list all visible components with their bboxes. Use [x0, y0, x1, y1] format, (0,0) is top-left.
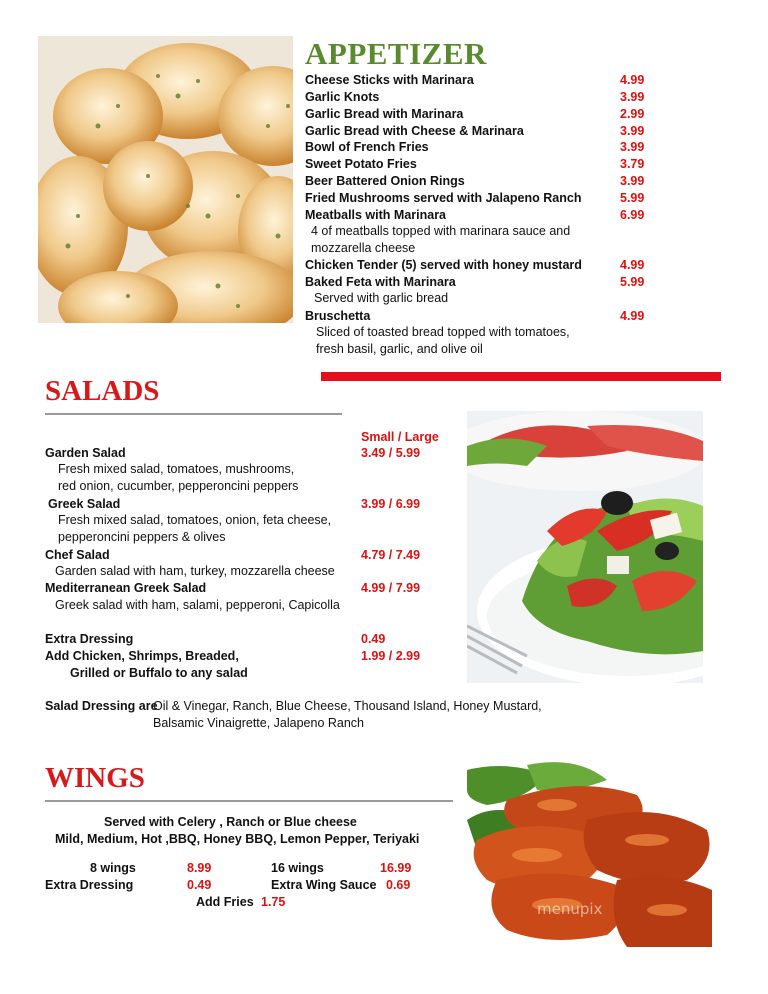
wings-8-label: 8 wings	[90, 861, 136, 875]
menu-item-name: Baked Feta with Marinara	[305, 275, 456, 289]
salads-title: SALADS	[45, 375, 160, 407]
menu-item-price: 3.49 / 5.99	[361, 446, 421, 460]
menu-item-name: Chef Salad	[45, 548, 110, 562]
menu-item-name: Mediterranean Greek Salad	[45, 581, 207, 595]
menu-item-description: pepperoncini peppers & olives	[58, 530, 226, 544]
menu-item-price: 3.99 / 6.99	[361, 497, 421, 511]
menu-item-price: 3.99	[620, 90, 645, 104]
menu-item-name: Beer Battered Onion Rings	[305, 174, 465, 188]
menu-item-price: 4.99	[620, 258, 645, 272]
wings-extra-dressing-price: 0.49	[187, 878, 212, 892]
wings-extra-sauce-label: Extra Wing Sauce	[271, 878, 377, 892]
wings-photo	[467, 760, 717, 947]
add-fries-price: 1.75	[261, 895, 286, 909]
dressings-label: Salad Dressing are	[45, 699, 158, 713]
menu-item-name: Greek Salad	[48, 497, 121, 511]
wings-extra-dressing-label: Extra Dressing	[45, 878, 134, 892]
menu-item-name: Garden Salad	[45, 446, 126, 460]
menu-item-name: Bruschetta	[305, 309, 371, 323]
menu-item-name: Garlic Bread with Cheese & Marinara	[305, 124, 524, 138]
add-fries-label: Add Fries	[196, 895, 254, 909]
menu-item-name: Fried Mushrooms served with Jalapeno Ranch	[305, 191, 582, 205]
menu-item-price: 5.99	[620, 275, 645, 289]
salad-photo	[467, 411, 703, 683]
salads-underline	[45, 413, 342, 415]
wings-underline	[45, 800, 453, 802]
add-protein-label-2: Grilled or Buffalo to any salad	[70, 666, 248, 680]
extra-dressing-label: Extra Dressing	[45, 632, 134, 646]
wings-flavors: Mild, Medium, Hot ,BBQ, Honey BBQ, Lemon Pepper, Teriyaki	[55, 832, 420, 846]
menu-item-description: Fresh mixed salad, tomatoes, mushrooms,	[58, 462, 295, 476]
wings-title: WINGS	[45, 762, 145, 794]
menu-item-description: mozzarella cheese	[311, 241, 416, 255]
menu-item-description: Sliced of toasted bread topped with tomatoes,	[316, 325, 570, 339]
garlic-knots-photo	[38, 36, 293, 323]
menu-item-description: Greek salad with ham, salami, pepperoni, Capicolla	[55, 598, 340, 612]
menu-item-description: red onion, cucumber, pepperoncini peppers	[58, 479, 299, 493]
menu-item-description: Served with garlic bread	[314, 291, 449, 305]
menu-item-price: 4.99	[620, 309, 645, 323]
wings-8-price: 8.99	[187, 861, 212, 875]
dressings-list: Oil & Vinegar, Ranch, Blue Cheese, Thousand Island, Honey Mustard,	[153, 699, 542, 713]
menu-item-price: 3.99	[620, 124, 645, 138]
dressings-list: Balsamic Vinaigrette, Jalapeno Ranch	[153, 716, 365, 730]
menu-item-price: 6.99	[620, 208, 645, 222]
wings-extra-sauce-price: 0.69	[386, 878, 411, 892]
watermark: menupix	[537, 900, 603, 918]
menu-item-name: Sweet Potato Fries	[305, 157, 417, 171]
add-protein-price: 1.99 / 2.99	[361, 649, 421, 663]
wings-16-price: 16.99	[380, 861, 412, 875]
menu-item-name: Garlic Knots	[305, 90, 380, 104]
menu-item-price: 4.99 / 7.99	[361, 581, 421, 595]
menu-item-description: Garden salad with ham, turkey, mozzarella cheese	[55, 564, 335, 578]
menu-item-price: 3.99	[620, 174, 645, 188]
menu-item-price: 4.79 / 7.49	[361, 548, 421, 562]
menu-item-description: Fresh mixed salad, tomatoes, onion, feta cheese,	[58, 513, 332, 527]
extra-dressing-price: 0.49	[361, 632, 386, 646]
menu-item-description: 4 of meatballs topped with marinara sauce and	[311, 224, 571, 238]
menu-item-price: 4.99	[620, 73, 645, 87]
menu-item-description: fresh basil, garlic, and olive oil	[316, 342, 483, 356]
menu-item-name: Cheese Sticks with Marinara	[305, 73, 474, 87]
menu-item-price: 2.99	[620, 107, 645, 121]
size-header: Small / Large	[361, 430, 439, 444]
menu-item-name: Chicken Tender (5) served with honey mustard	[305, 258, 582, 272]
appetizer-title: APPETIZER	[305, 36, 487, 71]
wings-16-label: 16 wings	[271, 861, 324, 875]
section-divider	[321, 372, 721, 381]
menu-item-name: Garlic Bread with Marinara	[305, 107, 464, 121]
menu-item-price: 3.79	[620, 157, 645, 171]
menu-item-name: Meatballs with Marinara	[305, 208, 447, 222]
add-protein-label: Add Chicken, Shrimps, Breaded,	[45, 649, 239, 663]
menu-item-price: 3.99	[620, 140, 645, 154]
wings-served-with: Served with Celery , Ranch or Blue cheese	[104, 815, 357, 829]
menu-item-name: Bowl of French Fries	[305, 140, 429, 154]
menu-item-price: 5.99	[620, 191, 645, 205]
